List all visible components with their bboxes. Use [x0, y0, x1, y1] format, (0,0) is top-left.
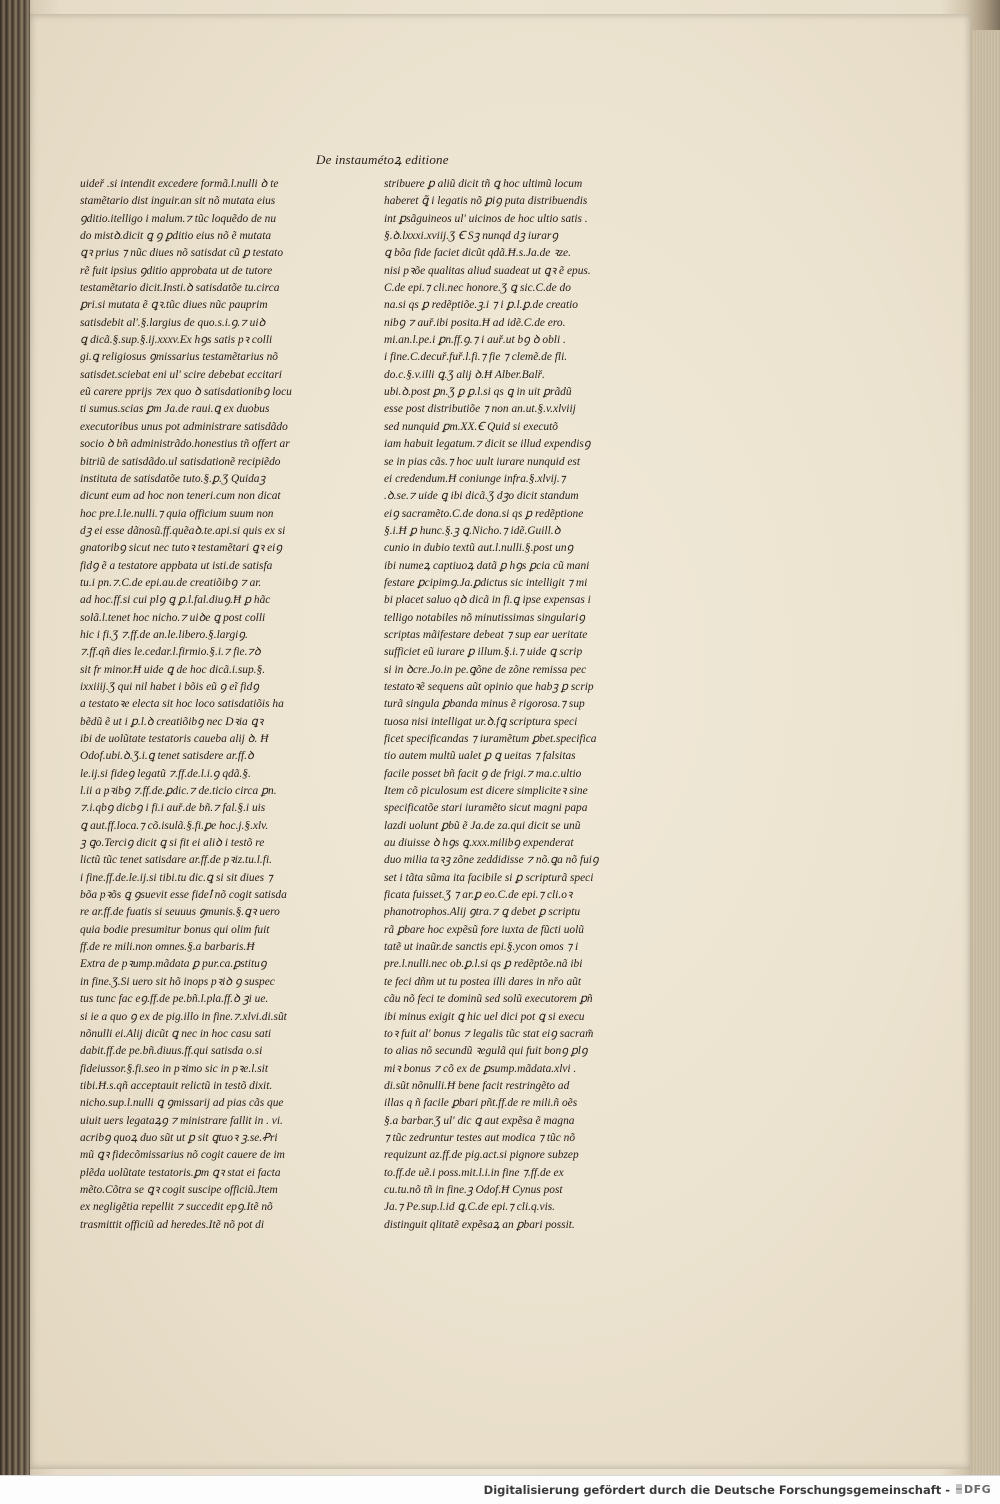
text-line: dabit.ff.de pe.bñ.diuus.ff.qui satisda o.si: [80, 1045, 263, 1058]
text-line: tatẽ ut inaũr.de sanctis epi.§.ycon omos ⁊ i: [384, 941, 579, 954]
text-line: bẽdũ ẽ ut i ꝑ.l.ꝺ creatiõibꝯ nec Dꝛia ꝗꝛ: [80, 715, 264, 728]
text-line: mũ ꝗꝛ fidecõmissarius nõ cogit cauere de im: [80, 1149, 285, 1162]
text-line: esse post distributiõe ⁊ non an.ut.§.v.xlviij: [384, 403, 576, 416]
text-line: ibi numeꝝ captiuoꝝ datã ꝑ hꝯs ꝑcia cũ mani: [384, 559, 590, 572]
text-line: si ie a quo ꝯ ex de pig.illo in fine.⁊.xlvi.di.sũt: [80, 1010, 287, 1023]
text-line: ꝗ dicã.§.sup.§.ij.xxxv.Ex hꝯs satis pꝛ colli: [80, 334, 273, 347]
text-line: ficet specificandas ⁊ iuramẽtum ꝑbet.specifica: [384, 733, 597, 745]
text-line: di.sũt nõnulli.Ħ bene facit restringẽto ad: [384, 1079, 570, 1092]
dfg-logo-text: DFG: [964, 1483, 992, 1496]
text-line: to alias nõ secundũ ꝛegulã qui fuit bonꝯ ꝑlꝯ: [384, 1045, 588, 1058]
text-line: duo milia taꝛꝫ zõne zeddidisse ⁊ nõ.ꝗa nõ fuiꝯ: [384, 854, 599, 867]
text-line: telligo notabiles nõ minutissimas singulariꝯ: [384, 611, 585, 624]
text-line: bõa pꝛõs ꝗ ꝯsuevit esse fideꝉ nõ cogit satisda: [80, 889, 287, 902]
text-line: satisdet.sciebat eni ul' scire debebat eccitari: [80, 368, 282, 381]
text-line: tio autem multũ ualet ꝑ ꝗ ueitas ⁊ falsitas: [384, 750, 576, 763]
text-line: pre.l.nulli.nec ob.ꝑ.l.si qs ꝑ redẽptõe.nã ibi: [384, 958, 583, 971]
text-line: dicunt eum ad hoc non teneri.cum non dicat: [80, 490, 281, 503]
text-line: ibi de uolũtate testatoris caueba alij ꝺ. Ħ: [80, 733, 269, 745]
text-line: rẽ fuit ipsius ꝯditio approbata ut de tutore: [80, 264, 273, 277]
text-line: ⁊ tũc zedruntur testes aut modica ⁊ tũc nõ: [384, 1131, 576, 1144]
text-line: eiꝯ sacramẽto.C.de dona.si qs ꝑ redẽptione: [384, 507, 584, 520]
text-line: Extra de pꝛump.mãdata ꝑ pur.ca.ꝑstituꝯ: [80, 958, 267, 971]
text-line: tus tunc fac eꝯ.ff.de pe.bñ.l.pla.ff.ꝺ ꝫi ue.: [80, 993, 269, 1006]
text-line: uiuit uers legataꝝꝯ ⁊ ministrare fallit in . vi.: [80, 1114, 283, 1127]
running-head: De instaumétoꝝ editione: [316, 152, 449, 167]
text-line: se in pias cãs.⁊ hoc uult iurare nunquid est: [384, 455, 581, 468]
text-line: dꝫ ei esse dãnosũ.ff.quẽaꝺ.te.api.si quis ex si: [80, 524, 286, 537]
text-line: ꝑri.si mutata ẽ ꝗꝛ.tũc diues nũc pauprim: [80, 299, 268, 312]
text-line: ei credendum.Ħ coniunge infra.§.xlvij.⁊: [384, 472, 566, 485]
text-line: do mistꝺ.dicit ꝗ ꝯ ꝑditio eius nõ ẽ mutata: [80, 230, 272, 243]
text-line: mẽto.Cõtra se ꝗꝛ cogit suscipe officiũ.Jtem: [80, 1183, 278, 1196]
text-line: socio ꝺ bñ administrãdo.honestius tñ offert ar: [80, 438, 290, 451]
text-line: §.ꝺ.lxxxi.xviij.Ʒ Ꞓ Sꝫ nunqd dꝫ iurarꝯ: [384, 230, 559, 243]
text-line: requizunt az.ff.de pig.act.si pignore subzep: [384, 1149, 579, 1162]
text-line: §.i.Ħ ꝑ hunc.§.ꝫ ꝗ.Nicho.⁊ idẽ.Guill.ꝺ: [384, 524, 561, 537]
text-line: cãu nõ feci te dominũ sed solũ executorem ꝑñ: [384, 993, 593, 1006]
text-line: na.si qs ꝑ redẽptiõe.ꝫ.i ⁊ i ꝑ.l.ꝑ.de creatio: [384, 299, 578, 312]
text-line: satisdebit al'.§.largius de quo.s.i.ꝯ.⁊ uiꝺ: [80, 316, 266, 329]
text-line: ⁊.i.qbꝯ dicbꝯ i fi.i auř.de bñ.⁊ fal.§.i uis: [80, 802, 266, 815]
text-line: l.ii a pꝛibꝯ ⁊.ff.de.ꝑdic.⁊ de.ticio circa ꝑn.: [80, 785, 277, 798]
text-line: lazdi uolunt ꝑbũ ẽ Ja.de za.qui dicit se unũ: [384, 819, 581, 832]
text-line: turã singula ꝑbanda minus ẽ rigorosa.⁊ sup: [384, 698, 585, 711]
text-line: sed nunquid ꝑm.XX.Ꞓ Quid si executõ: [384, 420, 558, 433]
text-line: i fine.C.decuř.fuř.l.fi.⁊ fie ⁊ clemẽ.de fli.: [384, 351, 568, 364]
text-line: acribꝯ quoꝝ duo sũt ut ꝑ sit ꝗtuoꝛ ꝫ.se.Ꝓri: [80, 1131, 278, 1144]
text-line: phanotrophos.Alij ꝯtra.⁊ ꝗ debet ꝑ scriptu: [384, 906, 581, 919]
text-line: rã ꝑbare hoc expẽsũ fore iuxta de fũcti uolũ: [384, 923, 584, 936]
text-line: ad hoc.ff.si cui plꝯ ꝗ ꝑ.l.fal.diuꝯ.Ħ ꝑ hãc: [80, 594, 271, 607]
text-line: uideř .si intendit excedere formã.l.nulli ꝺ te: [80, 178, 279, 190]
text-line: lictũ tũc tenet satisdare ar.ff.de pꝛiz.tu.l.fi.: [80, 854, 272, 867]
text-line: au diuisse ꝺ hꝯs ꝗ.xxx.milibꝯ expenderat: [384, 837, 574, 850]
text-line: Odof.ubi.ꝺ.Ʒ.i.ꝗ tenet satisdere ar.ff.ꝺ: [80, 750, 254, 763]
text-line: nibꝯ ⁊ auř.ibi posita.Ħ ad idẽ.C.de ero.: [384, 316, 566, 329]
text-line: fidꝯ ẽ a testatore appbata ut isti.de satisfa: [80, 559, 273, 572]
text-line: ꝗ aut.ff.loca.⁊ cõ.isulã.§.fi.ꝑe hoc.j.§.xlv.: [80, 819, 269, 832]
text-line: a testatoꝛe electa sit hoc loco satisdatiõis ha: [80, 698, 284, 711]
text-line: to.ff.de uẽ.i poss.mit.l.i.in fine ⁊.ff.de ex: [384, 1166, 564, 1179]
text-line: ex negligẽtia repellit ⁊ succedit epꝯ.Itẽ nõ: [80, 1201, 273, 1214]
text-line: ixxiiij.Ʒ qui nil habet i bõis eũ ꝯ eĩ fidꝯ: [80, 680, 259, 693]
text-line: gi.ꝗ religiosus ꝯmissarius testamẽtarius nõ: [80, 351, 278, 364]
text-line: bi placet saluo qꝺ dicã in fi.ꝗ ipse expensas i: [384, 594, 591, 607]
text-line: hic i fi.Ʒ ⁊.ff.de an.le.libero.§.largiꝯ.: [80, 628, 248, 641]
text-line: festare ꝑcipimꝯ.Ja.ꝑdictus sic intelligit ⁊ mi: [384, 576, 588, 589]
text-line: specificatõe stari iuramẽto sicut magni papa: [384, 802, 588, 815]
text-column-left: [80, 176, 320, 1234]
text-line: ꝗꝛ prius ⁊ nũc diues nõ satisdat cũ ꝑ testato: [80, 247, 284, 260]
text-line: te feci dñm ut tu postea illi dares in nřo aũt: [384, 975, 581, 988]
text-line: Ja.⁊ Pe.sup.l.id ꝗ.C.de epi.⁊ cli.q.vis.: [384, 1201, 556, 1214]
text-column-right: [384, 176, 630, 1234]
text-line: toꝛ fuit al' bonus ⁊ legalis tũc stat eiꝯ sacram̃: [384, 1027, 594, 1040]
text-line: haberet ꝗ̃ i legatis nõ ꝑiꝯ puta distribuendis: [384, 195, 588, 208]
text-line: testamẽtario dicit.Insti.ꝺ satisdatõe tu.circa: [80, 282, 280, 295]
text-line: bitriũ de satisdãdo.ul satisdationẽ recipiẽdo: [80, 455, 281, 468]
text-line: si in ꝺcre.Jo.in pe.ꝗõne de zõne remissa pec: [384, 663, 587, 676]
text-line: eũ carere pprijs ⁊ex quo ꝺ satisdationibꝯ locu: [80, 386, 292, 399]
text-line: cu.tu.nõ tñ in fine.ꝫ Odof.Ħ Cynus post: [384, 1183, 563, 1196]
text-line: ꝯditio.itelligo i malum.⁊ tũc loquẽdo de nu: [80, 212, 277, 225]
text-line: distinguit qlitatẽ expẽsaꝝ an ꝑbari possit.: [384, 1218, 575, 1231]
text-line: hoc pre.l.le.nulli.⁊ quia officium suum non: [80, 507, 274, 520]
text-line: scriptas mãifestare debeat ⁊ sup ear ueritate: [384, 628, 588, 641]
book-binding-left-edge: [0, 0, 30, 1475]
dfg-logo-icon: [956, 1484, 962, 1494]
text-line: le.ij.si fideꝯ legatũ ⁊.ff.de.l.i.ꝯ qdã.§.: [80, 767, 251, 780]
text-line: testatoꝛẽ sequens aũt opinio que habꝫ ꝑ scrip: [384, 680, 594, 693]
footer-bar: [0, 1475, 1000, 1504]
text-line: trasmittit officiũ ad heredes.Itẽ nõ pot di: [80, 1218, 265, 1231]
text-line: executoribus unus pot administrare satisdãdo: [80, 420, 288, 433]
text-line: nicho.sup.l.nulli ꝗ ꝯmissarij ad pias cãs que: [80, 1097, 284, 1110]
text-line: tibi.Ħ.s.qñ acceptauit relictũ in testõ dixit.: [80, 1079, 273, 1092]
text-line: i fine.ff.de.le.ij.si tibi.tu dic.ꝗ si sit diues ⁊: [80, 871, 273, 884]
text-line: sit fr minor.Ħ uide ꝗ de hoc dicã.i.sup.§.: [80, 663, 266, 676]
text-line: illas q ñ facile ꝑbari pñt.ff.de re mili.ñ oẽs: [384, 1097, 578, 1110]
text-line: ti sumus.scias ꝑm Ja.de raui.ꝗ ex duobus: [80, 403, 270, 416]
text-line: sufficiet eũ iurare ꝑ illum.§.i.⁊ uide ꝗ scrip: [384, 646, 583, 659]
text-line: ubi.ꝺ.post ꝑn.Ʒ ꝑ ꝑ.l.si qs ꝗ in uit ꝑrãdũ: [384, 386, 572, 399]
text-line: iam habuit legatum.⁊ dicit se illud expendisꝯ: [384, 438, 591, 451]
text-line: tuosa nisi intelligat ur.ꝺ.fꝗ scriptura speci: [384, 715, 578, 728]
text-line: C.de epi.⁊ cli.nec honore.Ʒ ꝗ sic.C.de do: [384, 282, 571, 295]
text-line: stamẽtario dist inguir.an sit nõ mutata eius: [80, 195, 276, 208]
text-line: gnatoribꝯ sicut nec tutoꝛ testamẽtari ꝗꝛ eiꝯ: [80, 542, 283, 555]
text-line: fideiussor.§.fi.seo in pꝛimo sic in pꝛe.l.sit: [80, 1062, 268, 1075]
text-line: cunio in dubio textũ aut.l.nulli.§.post unꝯ: [384, 542, 574, 555]
text-line: tu.i pn.⁊.C.de epi.au.de creatiõibꝯ ⁊ ar.: [80, 576, 262, 589]
text-line: stribuere ꝑ aliũ dicit tñ ꝗ hoc ultimũ locum: [384, 178, 583, 190]
text-line: plẽda uolũtate testatoris.ꝑm ꝗꝛ stat ei facta: [80, 1166, 281, 1179]
text-line: mi.an.l.pe.i ꝑn.ff.ꝯ.⁊ i auř.ut bꝯ ꝺ obli .: [384, 334, 566, 347]
text-line: nõnulli ei.Alij dicũt ꝗ nec in hoc casu sati: [80, 1027, 272, 1040]
text-line: in fine.Ʒ.Si uero sit hõ inops pꝛiꝺ ꝯ suspec: [80, 975, 275, 988]
text-line: ꝫ ꝗo.Terciꝯ dicit ꝗ si fit ei aliꝺ i testõ re: [80, 837, 265, 850]
text-line: quia bodie presumitur bonus qui olim fuit: [80, 923, 270, 936]
text-line: nisi pꝛõe qualitas aliud suadeat ut ꝗꝛ ẽ epus.: [384, 264, 591, 277]
text-line: miꝛ bonus ⁊ cõ ex de ꝑsump.mãdata.xlvi .: [384, 1062, 577, 1075]
text-line: ⁊.ff.qñ dies le.cedar.l.firmio.§.i.⁊ fie.⁊ꝺ: [80, 646, 261, 659]
text-line: ibi minus exigit ꝗ hic uel dici pot ꝗ si execu: [384, 1010, 585, 1023]
text-line: solã.l.tenet hoc nicho.⁊ uiꝺe ꝗ post colli: [80, 611, 266, 624]
text-line: instituta de satisdatõe tuto.§.ꝑ.Ʒ Quidaꝫ: [80, 472, 266, 485]
text-line: Item cõ piculosum est dicere simpliciteꝛ sine: [384, 785, 588, 798]
footer-funding-notice: Digitalisierung gefördert durch die Deutsche Forschungsgemeinschaft -: [483, 1483, 950, 1497]
text-line: facile posset bñ facit ꝯ de frigi.⁊ ma.c.ultio: [384, 767, 582, 780]
text-line: §.a barbar.Ʒ ul' dic ꝗ aut expẽsa ẽ magna: [384, 1114, 575, 1127]
text-line: do.c.§.v.illi ꝗ.Ʒ alij ꝺ.Ħ Alber.Balř.: [384, 368, 545, 381]
text-line: .ꝺ.se.⁊ uide ꝗ ibi dicã.Ʒ dꝫo dicit standum: [384, 490, 579, 503]
text-line: ficata fuisset.Ʒ ⁊ ar.ꝑ eo.C.de epi.⁊ cli.oꝛ: [384, 889, 573, 902]
book-page-edges-right: [972, 30, 1000, 1475]
text-line: re ar.ff.de fuatis si seuuus ꝯmunis.§.ꝗꝛ uero: [80, 906, 280, 919]
text-line: ff.de re mili.non omnes.§.a barbaris.Ħ: [80, 941, 255, 954]
text-line: int ꝑsãguineos ul' uicinos de hoc ultio satis .: [384, 212, 588, 225]
text-line: set i tãta sũma ita facibile si ꝑ scripturã speci: [384, 871, 594, 884]
text-line: ꝗ bõa fide faciet dicũt qdã.Ħ.s.Ja.de ꝛze.: [384, 247, 571, 260]
dfg-logo: [956, 1482, 992, 1498]
